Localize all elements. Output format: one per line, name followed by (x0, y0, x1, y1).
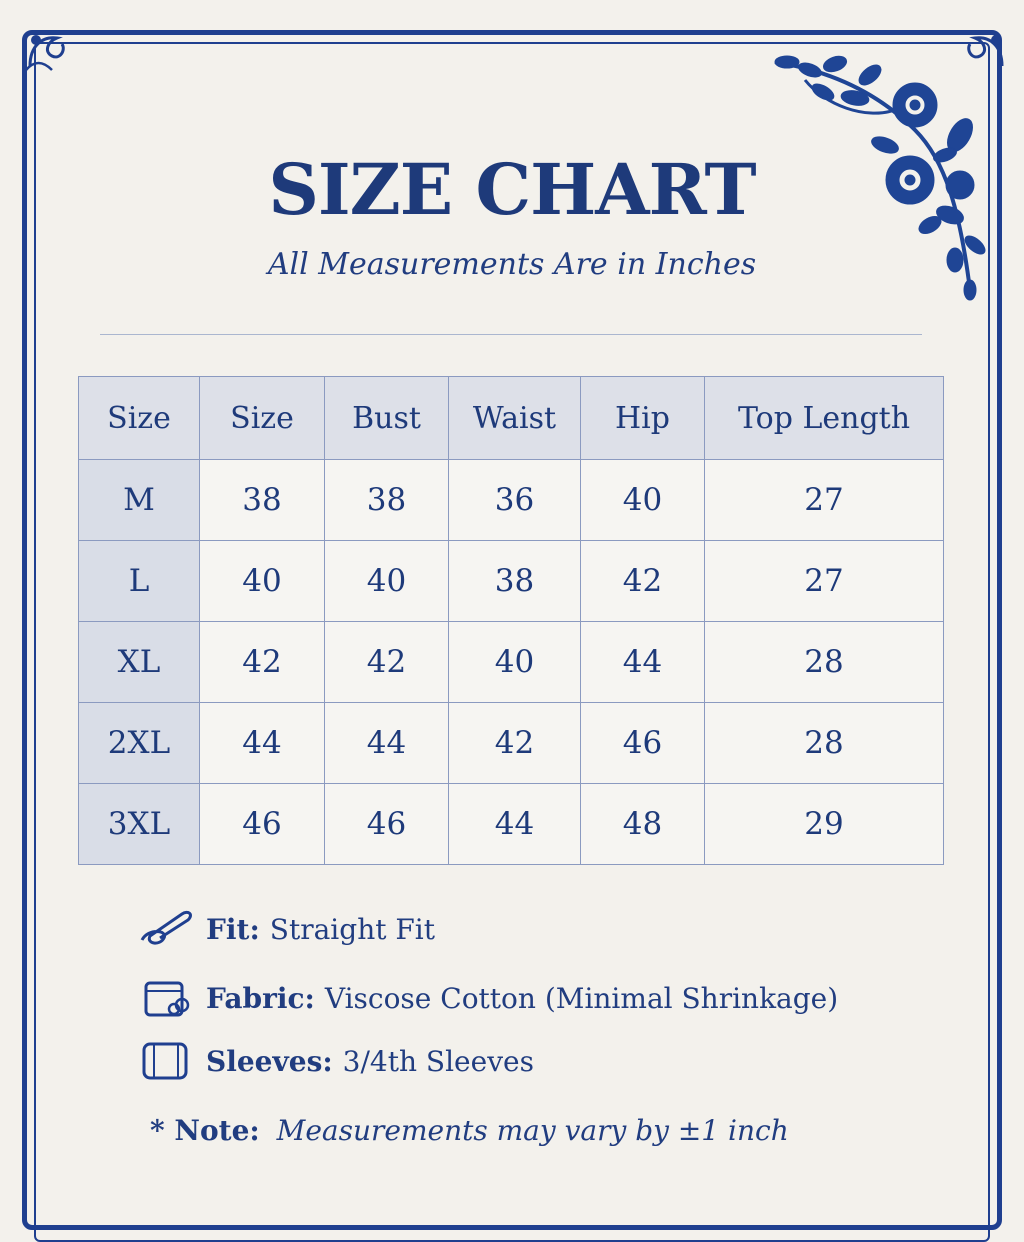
table-header-row (79, 377, 944, 460)
table-cell: 46 (325, 784, 449, 865)
fabric-info (138, 977, 838, 1019)
table-cell: 38 (325, 460, 449, 541)
fabric-value: Viscose Cotton (Minimal Shrinkage) (324, 981, 839, 1015)
table-cell: 44 (200, 703, 325, 784)
measuring-tape-icon (138, 908, 198, 950)
table-cell: 40 (200, 541, 325, 622)
table-cell: 28 (705, 703, 944, 784)
table-cell: 27 (705, 460, 944, 541)
table-cell: 40 (581, 460, 705, 541)
table-cell: 44 (581, 622, 705, 703)
table-row (79, 784, 944, 865)
table-cell: 46 (581, 703, 705, 784)
note (150, 1114, 789, 1147)
fit-value: Straight Fit (269, 912, 436, 946)
table-cell: 29 (705, 784, 944, 865)
table-cell: 44 (325, 703, 449, 784)
table-cell: 28 (705, 622, 944, 703)
column-header: Size (200, 377, 325, 460)
table-cell: 46 (200, 784, 325, 865)
size-table (78, 376, 944, 865)
table-cell: 44 (449, 784, 581, 865)
note-label: * Note: (150, 1114, 260, 1147)
column-header: Bust (325, 377, 449, 460)
table-cell: 40 (449, 622, 581, 703)
size-label-cell: 2XL (79, 703, 200, 784)
table-row (79, 541, 944, 622)
sleeves-value: 3/4th Sleeves (342, 1044, 534, 1078)
column-header: Waist (449, 377, 581, 460)
fabric-roll-icon (138, 977, 198, 1019)
size-label-cell: L (79, 541, 200, 622)
table-cell: 40 (325, 541, 449, 622)
size-label-cell: XL (79, 622, 200, 703)
divider (100, 334, 922, 335)
size-label-cell: 3XL (79, 784, 200, 865)
fit-info (138, 908, 435, 950)
table-cell: 38 (200, 460, 325, 541)
sleeve-icon (138, 1040, 198, 1082)
table-cell: 27 (705, 541, 944, 622)
column-header: Hip (581, 377, 705, 460)
table-cell: 38 (449, 541, 581, 622)
table-row (79, 622, 944, 703)
table-cell: 48 (581, 784, 705, 865)
page-subtitle: All Measurements Are in Inches (267, 247, 757, 282)
table-row (79, 460, 944, 541)
column-header: Size (79, 377, 200, 460)
column-header: Top Length (705, 377, 944, 460)
note-text: Measurements may vary by ±1 inch (276, 1114, 789, 1147)
corner-scroll-icon (22, 26, 102, 96)
sleeves-label: Sleeves: (206, 1044, 333, 1078)
table-cell: 42 (325, 622, 449, 703)
table-cell: 42 (200, 622, 325, 703)
fabric-label: Fabric: (206, 981, 315, 1015)
table-cell: 42 (581, 541, 705, 622)
sleeves-info (138, 1040, 534, 1082)
size-label-cell: M (79, 460, 200, 541)
table-cell: 42 (449, 703, 581, 784)
table-cell: 36 (449, 460, 581, 541)
table-row (79, 703, 944, 784)
fit-label: Fit: (206, 912, 260, 946)
page-title: SIZE CHART (268, 148, 756, 231)
